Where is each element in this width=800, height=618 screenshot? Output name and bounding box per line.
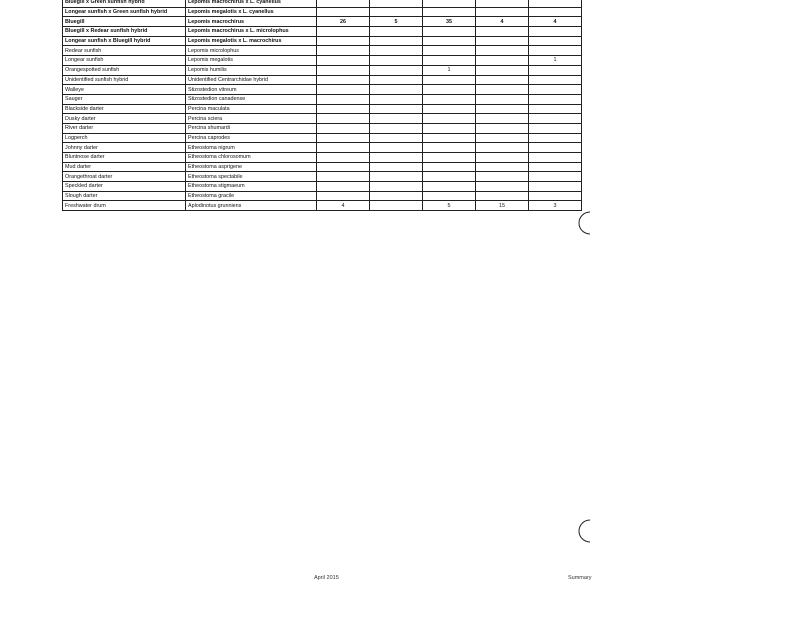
count-cell-5 — [529, 75, 582, 85]
count-cell-3 — [423, 36, 476, 46]
common-name-cell: Mud darter — [63, 162, 186, 172]
scientific-name-cell: Etheostoma nigrum — [186, 143, 317, 153]
scientific-name-cell: Percina caprodes — [186, 133, 317, 143]
count-cell-2 — [370, 172, 423, 182]
common-name-cell: Unidentified sunfish hybrid — [63, 75, 186, 85]
count-cell-5 — [529, 85, 582, 95]
count-cell-5 — [529, 143, 582, 153]
table-row — [63, 27, 582, 37]
table-row — [63, 123, 582, 133]
count-cell-2 — [370, 114, 423, 124]
count-cell-5: 4 — [529, 17, 582, 27]
count-cell-4 — [476, 36, 529, 46]
count-cell-1 — [317, 182, 370, 192]
count-cell-4 — [476, 182, 529, 192]
table-row — [63, 0, 582, 7]
count-cell-1 — [317, 75, 370, 85]
scientific-name-cell: Etheostoma asprigene — [186, 162, 317, 172]
count-cell-4 — [476, 191, 529, 201]
scientific-name-cell: Percina sciera — [186, 114, 317, 124]
table-row — [63, 94, 582, 104]
count-cell-2 — [370, 191, 423, 201]
count-cell-4: 15 — [476, 201, 529, 211]
count-cell-4 — [476, 85, 529, 95]
count-cell-3 — [423, 133, 476, 143]
table-row — [63, 46, 582, 56]
count-cell-3 — [423, 85, 476, 95]
table-row — [63, 17, 582, 27]
scientific-name-cell: Lepomis macrochirus x L. cyanellus — [186, 0, 317, 7]
table-row — [63, 104, 582, 114]
common-name-cell: Freshwater drum — [63, 201, 186, 211]
scientific-name-cell: Stizostedion canadense — [186, 94, 317, 104]
scientific-name-cell: Aplodinotus grunniens — [186, 201, 317, 211]
species-table-body — [63, 0, 582, 211]
common-name-cell: Bluegill x Green sunfish hybrid — [63, 0, 186, 7]
count-cell-1 — [317, 104, 370, 114]
count-cell-1 — [317, 153, 370, 163]
count-cell-3: 5 — [423, 201, 476, 211]
count-cell-4 — [476, 65, 529, 75]
table-row — [63, 182, 582, 192]
table-row — [63, 114, 582, 124]
scientific-name-cell: Lepomis macrochirus — [186, 17, 317, 27]
count-cell-2 — [370, 56, 423, 66]
count-cell-5 — [529, 7, 582, 17]
count-cell-3 — [423, 7, 476, 17]
count-cell-3 — [423, 182, 476, 192]
count-cell-2 — [370, 7, 423, 17]
common-name-cell: Longear sunfish x Bluegill hybrid — [63, 36, 186, 46]
count-cell-1 — [317, 85, 370, 95]
binding-hole-mark-bottom — [576, 518, 594, 544]
common-name-cell: Orangespotted sunfish — [63, 65, 186, 75]
count-cell-5 — [529, 123, 582, 133]
count-cell-2 — [370, 0, 423, 7]
count-cell-4 — [476, 153, 529, 163]
count-cell-2: 5 — [370, 17, 423, 27]
count-cell-1 — [317, 46, 370, 56]
table-row — [63, 153, 582, 163]
count-cell-4 — [476, 75, 529, 85]
count-cell-2 — [370, 182, 423, 192]
table-row — [63, 85, 582, 95]
count-cell-3 — [423, 114, 476, 124]
common-name-cell: Bluegill — [63, 17, 186, 27]
count-cell-3: 35 — [423, 17, 476, 27]
count-cell-5: 1 — [529, 56, 582, 66]
count-cell-5 — [529, 0, 582, 7]
count-cell-2 — [370, 94, 423, 104]
count-cell-3 — [423, 191, 476, 201]
scientific-name-cell: Lepomis megalotis x L. cyanellus — [186, 7, 317, 17]
count-cell-4 — [476, 94, 529, 104]
count-cell-3 — [423, 104, 476, 114]
count-cell-5 — [529, 182, 582, 192]
count-cell-4 — [476, 172, 529, 182]
count-cell-1 — [317, 114, 370, 124]
species-table — [62, 0, 582, 211]
count-cell-1 — [317, 143, 370, 153]
count-cell-2 — [370, 162, 423, 172]
count-cell-1: 26 — [317, 17, 370, 27]
scientific-name-cell: Unidentified Centrarchidae hybrid — [186, 75, 317, 85]
count-cell-4 — [476, 133, 529, 143]
binding-hole-mark-top — [576, 210, 594, 236]
count-cell-1 — [317, 7, 370, 17]
count-cell-1 — [317, 65, 370, 75]
table-row — [63, 191, 582, 201]
count-cell-4 — [476, 0, 529, 7]
count-cell-4 — [476, 7, 529, 17]
scientific-name-cell: Etheostoma chlorosomum — [186, 153, 317, 163]
common-name-cell: Dusky darter — [63, 114, 186, 124]
table-row — [63, 162, 582, 172]
count-cell-5 — [529, 133, 582, 143]
scientific-name-cell: Etheostoma stigmaeum — [186, 182, 317, 192]
common-name-cell: Bluntnose darter — [63, 153, 186, 163]
table-row — [63, 133, 582, 143]
count-cell-2 — [370, 201, 423, 211]
count-cell-2 — [370, 65, 423, 75]
count-cell-3 — [423, 153, 476, 163]
scientific-name-cell: Percina shumardi — [186, 123, 317, 133]
scientific-name-cell: Lepomis humilis — [186, 65, 317, 75]
scientific-name-cell: Etheostoma gracile — [186, 191, 317, 201]
scientific-name-cell: Lepomis macrochirus x L. microlophus — [186, 27, 317, 37]
count-cell-4 — [476, 123, 529, 133]
count-cell-4 — [476, 56, 529, 66]
count-cell-1 — [317, 133, 370, 143]
count-cell-2 — [370, 85, 423, 95]
count-cell-4 — [476, 162, 529, 172]
count-cell-3 — [423, 172, 476, 182]
common-name-cell: Longear sunfish x Green sunfish hybrid — [63, 7, 186, 17]
count-cell-3: 1 — [423, 65, 476, 75]
count-cell-5 — [529, 114, 582, 124]
common-name-cell: Blackside darter — [63, 104, 186, 114]
count-cell-5 — [529, 153, 582, 163]
common-name-cell: Redear sunfish — [63, 46, 186, 56]
count-cell-4: 4 — [476, 17, 529, 27]
count-cell-4 — [476, 46, 529, 56]
count-cell-2 — [370, 27, 423, 37]
count-cell-1 — [317, 56, 370, 66]
count-cell-5 — [529, 104, 582, 114]
count-cell-1 — [317, 94, 370, 104]
count-cell-2 — [370, 104, 423, 114]
count-cell-1 — [317, 162, 370, 172]
table-row — [63, 65, 582, 75]
scientific-name-cell: Lepomis megalotis x L. macrochirus — [186, 36, 317, 46]
count-cell-1 — [317, 0, 370, 7]
common-name-cell: Sauger — [63, 94, 186, 104]
count-cell-5 — [529, 36, 582, 46]
footer-page-label: Summary — [568, 575, 592, 581]
count-cell-3 — [423, 143, 476, 153]
table-row — [63, 201, 582, 211]
common-name-cell: Walleye — [63, 85, 186, 95]
count-cell-3 — [423, 162, 476, 172]
count-cell-2 — [370, 143, 423, 153]
common-name-cell: Johnny darter — [63, 143, 186, 153]
count-cell-3 — [423, 56, 476, 66]
table-row — [63, 36, 582, 46]
table-row — [63, 75, 582, 85]
count-cell-1: 4 — [317, 201, 370, 211]
scientific-name-cell: Percina maculata — [186, 104, 317, 114]
count-cell-1 — [317, 123, 370, 133]
count-cell-2 — [370, 36, 423, 46]
common-name-cell: Slough darter — [63, 191, 186, 201]
count-cell-3 — [423, 0, 476, 7]
scientific-name-cell: Stizostedion vitreum — [186, 85, 317, 95]
table-row — [63, 7, 582, 17]
table-row — [63, 56, 582, 66]
count-cell-2 — [370, 123, 423, 133]
count-cell-2 — [370, 46, 423, 56]
count-cell-5 — [529, 46, 582, 56]
scientific-name-cell: Lepomis megalotis — [186, 56, 317, 66]
table-row — [63, 172, 582, 182]
table-row — [63, 143, 582, 153]
count-cell-3 — [423, 46, 476, 56]
common-name-cell: Bluegill x Redear sunfish hybrid — [63, 27, 186, 37]
footer-date: April 2015 — [314, 575, 339, 581]
count-cell-1 — [317, 36, 370, 46]
count-cell-1 — [317, 27, 370, 37]
common-name-cell: River darter — [63, 123, 186, 133]
count-cell-1 — [317, 172, 370, 182]
count-cell-5 — [529, 65, 582, 75]
count-cell-3 — [423, 123, 476, 133]
scientific-name-cell: Etheostoma spectabile — [186, 172, 317, 182]
count-cell-5 — [529, 191, 582, 201]
count-cell-5: 3 — [529, 201, 582, 211]
common-name-cell: Logperch — [63, 133, 186, 143]
count-cell-1 — [317, 191, 370, 201]
count-cell-5 — [529, 162, 582, 172]
count-cell-4 — [476, 114, 529, 124]
count-cell-3 — [423, 94, 476, 104]
count-cell-3 — [423, 75, 476, 85]
common-name-cell: Longear sunfish — [63, 56, 186, 66]
common-name-cell: Orangethroat darter — [63, 172, 186, 182]
common-name-cell: Speckled darter — [63, 182, 186, 192]
scientific-name-cell: Lepomis microlophus — [186, 46, 317, 56]
count-cell-2 — [370, 133, 423, 143]
count-cell-5 — [529, 27, 582, 37]
count-cell-2 — [370, 75, 423, 85]
count-cell-5 — [529, 94, 582, 104]
count-cell-4 — [476, 143, 529, 153]
count-cell-3 — [423, 27, 476, 37]
count-cell-5 — [529, 172, 582, 182]
count-cell-2 — [370, 153, 423, 163]
count-cell-4 — [476, 27, 529, 37]
count-cell-4 — [476, 104, 529, 114]
